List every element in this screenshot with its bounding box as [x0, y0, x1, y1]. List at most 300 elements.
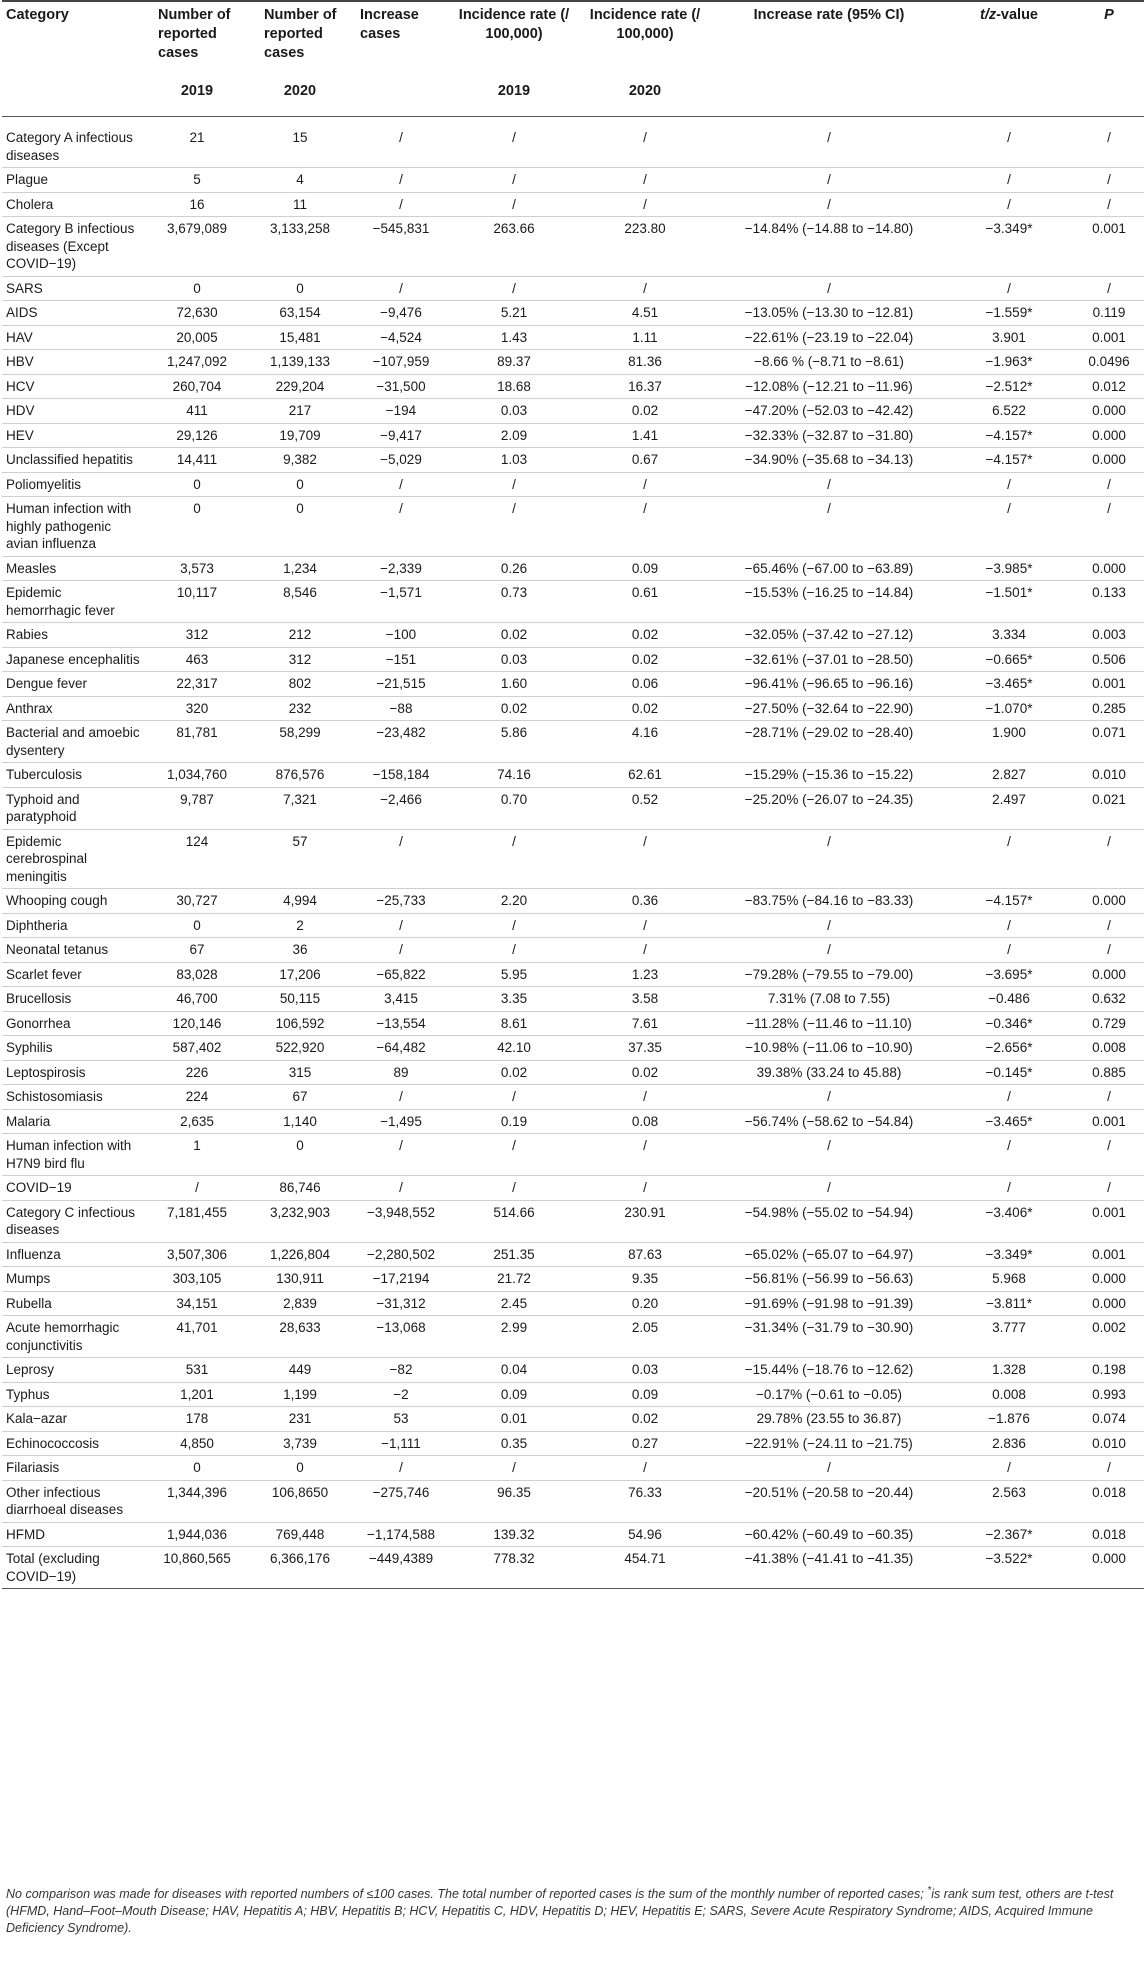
cell-category: Total (excluding COVID−19) — [2, 1547, 144, 1589]
cell-category: Anthrax — [2, 696, 144, 721]
cell-reported-2020: 15 — [250, 117, 350, 168]
cell-increase-rate: −22.61% (−23.19 to −22.04) — [714, 325, 944, 350]
cell-category: Category C infectious diseases — [2, 1200, 144, 1242]
cell-reported-2019: 463 — [144, 647, 250, 672]
cell-reported-2019: 226 — [144, 1060, 250, 1085]
cell-reported-2019: 16 — [144, 192, 250, 217]
cell-reported-2019: 411 — [144, 399, 250, 424]
table-row — [2, 1176, 1144, 1201]
cell-increase-cases: −449,4389 — [350, 1547, 452, 1589]
cell-category: HEV — [2, 423, 144, 448]
cell-incidence-2019: / — [452, 168, 576, 193]
cell-incidence-2019: 74.16 — [452, 763, 576, 788]
cell-reported-2019: 1,944,036 — [144, 1522, 250, 1547]
cell-increase-rate: −22.91% (−24.11 to −21.75) — [714, 1431, 944, 1456]
table-row — [2, 1358, 1144, 1383]
cell-p-value: / — [1074, 938, 1144, 963]
cell-reported-2019: 1,201 — [144, 1382, 250, 1407]
cell-p-value: / — [1074, 829, 1144, 889]
cell-incidence-2019: 0.26 — [452, 556, 576, 581]
table-row — [2, 829, 1144, 889]
cell-reported-2020: 3,232,903 — [250, 1200, 350, 1242]
cell-increase-cases: / — [350, 829, 452, 889]
cell-p-value: 0.001 — [1074, 672, 1144, 697]
cell-incidence-2019: 2.45 — [452, 1291, 576, 1316]
cell-increase-rate: / — [714, 168, 944, 193]
cell-reported-2019: 260,704 — [144, 374, 250, 399]
cell-category: Rabies — [2, 623, 144, 648]
cell-category: Brucellosis — [2, 987, 144, 1012]
cell-increase-rate: 29.78% (23.55 to 36.87) — [714, 1407, 944, 1432]
cell-increase-cases: −4,524 — [350, 325, 452, 350]
year-2019-incidence: 2019 — [452, 78, 576, 117]
cell-tz-value: / — [944, 472, 1074, 497]
cell-incidence-2019: 5.95 — [452, 962, 576, 987]
cell-reported-2019: 0 — [144, 472, 250, 497]
header-increase-rate: Increase rate (95% CI) — [714, 1, 944, 78]
cell-category: AIDS — [2, 301, 144, 326]
cell-category: Filariasis — [2, 1456, 144, 1481]
cell-tz-value: −2.367* — [944, 1522, 1074, 1547]
cell-incidence-2019: / — [452, 1085, 576, 1110]
cell-increase-rate: −13.05% (−13.30 to −12.81) — [714, 301, 944, 326]
cell-p-value: / — [1074, 1085, 1144, 1110]
cell-reported-2020: 15,481 — [250, 325, 350, 350]
table-row — [2, 192, 1144, 217]
table-row — [2, 1547, 1144, 1589]
cell-increase-rate: / — [714, 192, 944, 217]
cell-reported-2019: 20,005 — [144, 325, 250, 350]
cell-reported-2019: 1 — [144, 1134, 250, 1176]
cell-reported-2020: 1,140 — [250, 1109, 350, 1134]
cell-reported-2019: 67 — [144, 938, 250, 963]
cell-incidence-2020: / — [576, 472, 714, 497]
cell-reported-2019: 312 — [144, 623, 250, 648]
table-row — [2, 1267, 1144, 1292]
table-row — [2, 938, 1144, 963]
cell-tz-value: −3.985* — [944, 556, 1074, 581]
cell-reported-2020: 229,204 — [250, 374, 350, 399]
cell-incidence-2019: / — [452, 913, 576, 938]
header-row — [2, 1, 1144, 78]
cell-incidence-2020: / — [576, 913, 714, 938]
cell-reported-2020: 36 — [250, 938, 350, 963]
cell-category: HAV — [2, 325, 144, 350]
cell-increase-cases: −23,482 — [350, 721, 452, 763]
cell-increase-rate: 7.31% (7.08 to 7.55) — [714, 987, 944, 1012]
cell-p-value: / — [1074, 913, 1144, 938]
cell-category: Dengue fever — [2, 672, 144, 697]
cell-category: Category B infectious diseases (Except COVID−19) — [2, 217, 144, 277]
cell-reported-2020: 2,839 — [250, 1291, 350, 1316]
cell-increase-cases: −2,280,502 — [350, 1242, 452, 1267]
table-row — [2, 1456, 1144, 1481]
table-row — [2, 1200, 1144, 1242]
cell-reported-2020: 106,592 — [250, 1011, 350, 1036]
cell-reported-2019: 1,247,092 — [144, 350, 250, 375]
cell-incidence-2019: 1.43 — [452, 325, 576, 350]
cell-p-value: / — [1074, 1176, 1144, 1201]
cell-incidence-2020: 0.06 — [576, 672, 714, 697]
cell-incidence-2019: / — [452, 1176, 576, 1201]
cell-incidence-2019: 0.35 — [452, 1431, 576, 1456]
cell-increase-cases: −31,500 — [350, 374, 452, 399]
cell-incidence-2020: / — [576, 276, 714, 301]
cell-incidence-2020: 1.41 — [576, 423, 714, 448]
cell-category: Rubella — [2, 1291, 144, 1316]
cell-increase-rate: −91.69% (−91.98 to −91.39) — [714, 1291, 944, 1316]
footnote-part2: is rank sum test, others are t-test (HFMD, Hand–Foot–Mouth Disease; HAV, Hepatitis A; HBV, Hepatitis B; HCV, Hepatitis C, HDV, Hepatitis D; HEV, Hepatitis E; SARS, Severe Acute Respiratory Syndrome; AIDS, Acquired Immune Deficiency Syndrome). — [6, 1887, 1114, 1936]
cell-tz-value: −3.349* — [944, 1242, 1074, 1267]
cell-reported-2019: 30,727 — [144, 889, 250, 914]
cell-reported-2019: 3,679,089 — [144, 217, 250, 277]
cell-tz-value: 2.563 — [944, 1480, 1074, 1522]
table-row — [2, 276, 1144, 301]
cell-incidence-2019: 0.02 — [452, 696, 576, 721]
cell-reported-2019: 587,402 — [144, 1036, 250, 1061]
table-row — [2, 647, 1144, 672]
cell-incidence-2019: / — [452, 829, 576, 889]
cell-increase-rate: −0.17% (−0.61 to −0.05) — [714, 1382, 944, 1407]
cell-increase-cases: / — [350, 938, 452, 963]
table-row — [2, 374, 1144, 399]
cell-category: Plague — [2, 168, 144, 193]
cell-category: COVID−19 — [2, 1176, 144, 1201]
cell-increase-cases: −82 — [350, 1358, 452, 1383]
cell-reported-2020: 0 — [250, 276, 350, 301]
cell-p-value: 0.074 — [1074, 1407, 1144, 1432]
cell-tz-value: 3.334 — [944, 623, 1074, 648]
cell-incidence-2020: / — [576, 938, 714, 963]
cell-increase-cases: −158,184 — [350, 763, 452, 788]
cell-tz-value: −2.656* — [944, 1036, 1074, 1061]
cell-reported-2020: 1,226,804 — [250, 1242, 350, 1267]
year-blank — [944, 78, 1074, 117]
cell-reported-2020: 17,206 — [250, 962, 350, 987]
cell-reported-2019: 22,317 — [144, 672, 250, 697]
cell-p-value: 0.000 — [1074, 1547, 1144, 1589]
cell-increase-rate: −12.08% (−12.21 to −11.96) — [714, 374, 944, 399]
cell-incidence-2020: 0.09 — [576, 556, 714, 581]
cell-reported-2019: 14,411 — [144, 448, 250, 473]
cell-reported-2019: 3,507,306 — [144, 1242, 250, 1267]
cell-tz-value: 1.900 — [944, 721, 1074, 763]
cell-incidence-2019: 2.09 — [452, 423, 576, 448]
cell-reported-2020: 4,994 — [250, 889, 350, 914]
cell-increase-cases: / — [350, 472, 452, 497]
cell-category: Measles — [2, 556, 144, 581]
cell-increase-rate: −8.66 % (−8.71 to −8.61) — [714, 350, 944, 375]
cell-incidence-2020: 16.37 — [576, 374, 714, 399]
cell-increase-rate: −32.61% (−37.01 to −28.50) — [714, 647, 944, 672]
cell-reported-2020: 0 — [250, 1456, 350, 1481]
cell-p-value: 0.198 — [1074, 1358, 1144, 1383]
cell-increase-rate: −11.28% (−11.46 to −11.10) — [714, 1011, 944, 1036]
cell-increase-cases: −9,476 — [350, 301, 452, 326]
cell-increase-cases: / — [350, 168, 452, 193]
cell-p-value: / — [1074, 1456, 1144, 1481]
cell-increase-cases: 3,415 — [350, 987, 452, 1012]
cell-increase-rate: −32.33% (−32.87 to −31.80) — [714, 423, 944, 448]
table-row — [2, 399, 1144, 424]
cell-increase-cases: −2,339 — [350, 556, 452, 581]
cell-increase-rate: −25.20% (−26.07 to −24.35) — [714, 787, 944, 829]
cell-increase-rate: / — [714, 1456, 944, 1481]
table-row — [2, 1242, 1144, 1267]
cell-p-value: 0.000 — [1074, 423, 1144, 448]
cell-increase-rate: −31.34% (−31.79 to −30.90) — [714, 1316, 944, 1358]
cell-tz-value: −3.349* — [944, 217, 1074, 277]
cell-increase-cases: −107,959 — [350, 350, 452, 375]
cell-reported-2020: 3,133,258 — [250, 217, 350, 277]
table-row — [2, 1316, 1144, 1358]
cell-reported-2019: 0 — [144, 276, 250, 301]
cell-tz-value: −2.512* — [944, 374, 1074, 399]
cell-p-value: 0.0496 — [1074, 350, 1144, 375]
cell-reported-2020: 11 — [250, 192, 350, 217]
cell-incidence-2019: 1.03 — [452, 448, 576, 473]
header-category: Category — [2, 1, 144, 78]
cell-incidence-2020: / — [576, 192, 714, 217]
cell-reported-2020: 212 — [250, 623, 350, 648]
cell-tz-value: −3.465* — [944, 1109, 1074, 1134]
cell-increase-rate: −28.71% (−29.02 to −28.40) — [714, 721, 944, 763]
table-row — [2, 448, 1144, 473]
cell-reported-2020: 50,115 — [250, 987, 350, 1012]
cell-reported-2019: 4,850 — [144, 1431, 250, 1456]
cell-reported-2020: 130,911 — [250, 1267, 350, 1292]
year-row — [2, 78, 1144, 117]
table-row — [2, 217, 1144, 277]
cell-reported-2020: 217 — [250, 399, 350, 424]
table-row — [2, 581, 1144, 623]
cell-tz-value: −4.157* — [944, 889, 1074, 914]
cell-p-value: 0.632 — [1074, 987, 1144, 1012]
cell-reported-2020: 802 — [250, 672, 350, 697]
cell-reported-2020: 449 — [250, 1358, 350, 1383]
cell-p-value: 0.506 — [1074, 647, 1144, 672]
cell-tz-value: −1.070* — [944, 696, 1074, 721]
table-footnote — [6, 1882, 1136, 1937]
cell-increase-cases: / — [350, 913, 452, 938]
cell-incidence-2019: 5.86 — [452, 721, 576, 763]
cell-p-value: 0.010 — [1074, 1431, 1144, 1456]
incidence-table — [2, 0, 1144, 1589]
cell-p-value: 0.071 — [1074, 721, 1144, 763]
cell-reported-2020: 57 — [250, 829, 350, 889]
table-row — [2, 962, 1144, 987]
cell-p-value: 0.001 — [1074, 1200, 1144, 1242]
cell-reported-2019: 0 — [144, 497, 250, 557]
cell-p-value: 0.119 — [1074, 301, 1144, 326]
table-row — [2, 1291, 1144, 1316]
cell-tz-value: / — [944, 497, 1074, 557]
cell-reported-2020: 876,576 — [250, 763, 350, 788]
cell-incidence-2019: 42.10 — [452, 1036, 576, 1061]
cell-increase-rate: −56.74% (−58.62 to −54.84) — [714, 1109, 944, 1134]
cell-p-value: 0.001 — [1074, 217, 1144, 277]
cell-increase-rate: −79.28% (−79.55 to −79.00) — [714, 962, 944, 987]
cell-reported-2020: 58,299 — [250, 721, 350, 763]
cell-increase-rate: / — [714, 117, 944, 168]
cell-reported-2020: 19,709 — [250, 423, 350, 448]
cell-reported-2019: 320 — [144, 696, 250, 721]
cell-reported-2019: 303,105 — [144, 1267, 250, 1292]
table-row — [2, 1431, 1144, 1456]
table-row — [2, 1060, 1144, 1085]
cell-increase-rate: −54.98% (−55.02 to −54.94) — [714, 1200, 944, 1242]
cell-increase-cases: −13,068 — [350, 1316, 452, 1358]
cell-incidence-2020: 0.36 — [576, 889, 714, 914]
year-blank — [350, 78, 452, 117]
cell-reported-2019: 1,344,396 — [144, 1480, 250, 1522]
cell-p-value: 0.285 — [1074, 696, 1144, 721]
cell-incidence-2019: / — [452, 117, 576, 168]
cell-category: Poliomyelitis — [2, 472, 144, 497]
cell-incidence-2019: 0.03 — [452, 399, 576, 424]
cell-reported-2019: 46,700 — [144, 987, 250, 1012]
cell-increase-rate: / — [714, 276, 944, 301]
cell-reported-2020: 1,234 — [250, 556, 350, 581]
cell-incidence-2019: 0.73 — [452, 581, 576, 623]
cell-reported-2020: 522,920 — [250, 1036, 350, 1061]
cell-increase-cases: / — [350, 1134, 452, 1176]
cell-incidence-2020: 37.35 — [576, 1036, 714, 1061]
cell-reported-2020: 63,154 — [250, 301, 350, 326]
cell-incidence-2020: 0.02 — [576, 696, 714, 721]
cell-p-value: 0.018 — [1074, 1480, 1144, 1522]
year-2020-reported: 2020 — [250, 78, 350, 117]
header-increase-cases: Increase cases — [350, 1, 452, 78]
cell-p-value: 0.133 — [1074, 581, 1144, 623]
cell-tz-value: / — [944, 913, 1074, 938]
cell-increase-rate: / — [714, 829, 944, 889]
cell-category: Human infection with highly pathogenic avian influenza — [2, 497, 144, 557]
cell-increase-cases: −21,515 — [350, 672, 452, 697]
cell-category: Unclassified hepatitis — [2, 448, 144, 473]
cell-reported-2019: 10,860,565 — [144, 1547, 250, 1589]
cell-incidence-2019: / — [452, 938, 576, 963]
cell-reported-2019: 0 — [144, 1456, 250, 1481]
cell-category: Epidemic hemorrhagic fever — [2, 581, 144, 623]
header-reported-2019: Number of reported cases — [144, 1, 250, 78]
cell-category: Cholera — [2, 192, 144, 217]
cell-reported-2020: 315 — [250, 1060, 350, 1085]
cell-incidence-2020: 3.58 — [576, 987, 714, 1012]
cell-tz-value: 2.497 — [944, 787, 1074, 829]
cell-reported-2019: 1,034,760 — [144, 763, 250, 788]
cell-reported-2020: 1,139,133 — [250, 350, 350, 375]
cell-p-value: / — [1074, 497, 1144, 557]
cell-increase-rate: −96.41% (−96.65 to −96.16) — [714, 672, 944, 697]
cell-p-value: 0.010 — [1074, 763, 1144, 788]
cell-increase-rate: −20.51% (−20.58 to −20.44) — [714, 1480, 944, 1522]
table-row — [2, 1407, 1144, 1432]
cell-incidence-2019: 8.61 — [452, 1011, 576, 1036]
cell-reported-2019: 2,635 — [144, 1109, 250, 1134]
cell-incidence-2020: / — [576, 1085, 714, 1110]
cell-tz-value: −0.486 — [944, 987, 1074, 1012]
table-row — [2, 168, 1144, 193]
cell-incidence-2019: 139.32 — [452, 1522, 576, 1547]
cell-category: Typhoid and paratyphoid — [2, 787, 144, 829]
cell-increase-cases: −1,571 — [350, 581, 452, 623]
table-row — [2, 1134, 1144, 1176]
cell-increase-cases: / — [350, 1085, 452, 1110]
cell-increase-cases: / — [350, 1176, 452, 1201]
cell-category: Category A infectious diseases — [2, 117, 144, 168]
cell-incidence-2020: 0.02 — [576, 623, 714, 648]
cell-reported-2019: 29,126 — [144, 423, 250, 448]
cell-incidence-2020: 0.02 — [576, 1407, 714, 1432]
cell-p-value: 0.021 — [1074, 787, 1144, 829]
cell-category: Whooping cough — [2, 889, 144, 914]
cell-p-value: / — [1074, 1134, 1144, 1176]
cell-tz-value: −0.145* — [944, 1060, 1074, 1085]
cell-increase-rate: −10.98% (−11.06 to −10.90) — [714, 1036, 944, 1061]
cell-category: Syphilis — [2, 1036, 144, 1061]
cell-reported-2019: 124 — [144, 829, 250, 889]
cell-incidence-2020: 230.91 — [576, 1200, 714, 1242]
cell-increase-cases: / — [350, 117, 452, 168]
cell-incidence-2020: 0.02 — [576, 399, 714, 424]
cell-incidence-2019: / — [452, 276, 576, 301]
cell-incidence-2020: 81.36 — [576, 350, 714, 375]
cell-tz-value: / — [944, 1085, 1074, 1110]
table-row — [2, 672, 1144, 697]
cell-tz-value: / — [944, 1176, 1074, 1201]
cell-tz-value: 3.901 — [944, 325, 1074, 350]
cell-reported-2020: 231 — [250, 1407, 350, 1432]
cell-incidence-2020: 54.96 — [576, 1522, 714, 1547]
header-incidence-2020: Incidence rate (/ 100,000) — [576, 1, 714, 78]
cell-tz-value: / — [944, 276, 1074, 301]
cell-reported-2019: 224 — [144, 1085, 250, 1110]
cell-tz-value: −1.501* — [944, 581, 1074, 623]
cell-incidence-2019: 0.04 — [452, 1358, 576, 1383]
cell-increase-rate: / — [714, 938, 944, 963]
cell-tz-value: / — [944, 117, 1074, 168]
cell-increase-rate: −60.42% (−60.49 to −60.35) — [714, 1522, 944, 1547]
cell-tz-value: 0.008 — [944, 1382, 1074, 1407]
cell-incidence-2019: 0.70 — [452, 787, 576, 829]
cell-p-value: 0.018 — [1074, 1522, 1144, 1547]
cell-increase-rate: −14.84% (−14.88 to −14.80) — [714, 217, 944, 277]
table-row — [2, 117, 1144, 168]
cell-incidence-2019: 263.66 — [452, 217, 576, 277]
cell-tz-value: −1.876 — [944, 1407, 1074, 1432]
table-header — [2, 1, 1144, 117]
cell-increase-cases: −100 — [350, 623, 452, 648]
cell-tz-value: −1.559* — [944, 301, 1074, 326]
cell-increase-rate: / — [714, 913, 944, 938]
cell-category: Influenza — [2, 1242, 144, 1267]
table-row — [2, 1522, 1144, 1547]
cell-category: Echinococcosis — [2, 1431, 144, 1456]
cell-tz-value: −3.522* — [944, 1547, 1074, 1589]
table-row — [2, 987, 1144, 1012]
cell-increase-cases: −1,111 — [350, 1431, 452, 1456]
cell-p-value: 0.000 — [1074, 448, 1144, 473]
cell-increase-rate: −32.05% (−37.42 to −27.12) — [714, 623, 944, 648]
cell-incidence-2020: 0.02 — [576, 647, 714, 672]
cell-increase-cases: −13,554 — [350, 1011, 452, 1036]
table-row — [2, 1011, 1144, 1036]
cell-p-value: 0.000 — [1074, 962, 1144, 987]
table-row — [2, 1085, 1144, 1110]
cell-incidence-2019: 0.01 — [452, 1407, 576, 1432]
cell-incidence-2019: 5.21 — [452, 301, 576, 326]
